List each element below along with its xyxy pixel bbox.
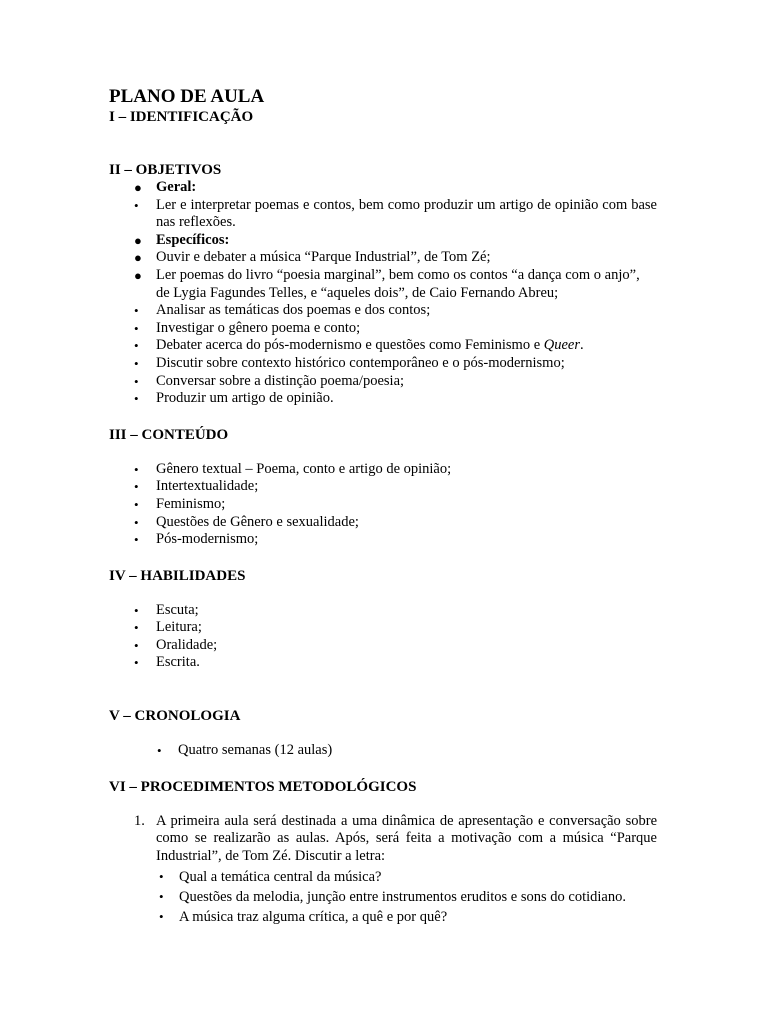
step-sublist (156, 867, 657, 927)
bullet-icon: • (159, 869, 164, 885)
habilidades-list (109, 602, 657, 672)
list-item: • Debater acerca do pós-modernismo e questões como Feminismo e Queer. (134, 337, 584, 354)
section-objetivos-heading: II – OBJETIVOS (109, 162, 222, 178)
bullet-icon: ● (134, 267, 142, 283)
objetivos-list (109, 179, 657, 408)
list-item: • Conversar sobre a distinção poema/poesia; (134, 372, 405, 389)
list-item: ● Ler poemas do livro “poesia marginal”, bem como os contos “a dança com o anjo”, de Lygia Fagundes Telles, e “aqueles dois”, de Caio Fernando Abreu; (134, 266, 640, 301)
list-item: • Questões da melodia, junção entre instrumentos eruditos e sons do cotidiano. (159, 889, 626, 906)
bullet-icon: • (134, 655, 139, 671)
list-item: ● Ouvir e debater a música “Parque Industrial”, de Tom Zé; (134, 249, 491, 266)
list-item: • Ler e interpretar poemas e contos, bem como produzir um artigo de opinião com base nas reflexões. (134, 196, 657, 231)
bullet-icon: • (134, 637, 139, 653)
queer-word: Queer (543, 337, 581, 354)
list-item: • Intertextualidade; (134, 478, 259, 495)
list-item: • A música traz alguma crítica, a quê e por quê? (159, 909, 448, 926)
list-item: • Investigar o gênero poema e conto; (134, 319, 361, 336)
bullet-icon: ● (134, 180, 142, 195)
objetivos-geral-label: ● Geral: (134, 179, 197, 195)
section-procedimentos-heading: VI – PROCEDIMENTOS METODOLÓGICOS (109, 778, 417, 795)
document-body (109, 86, 657, 927)
list-item: • Qual a temática central da música? (159, 869, 382, 886)
bullet-icon: • (134, 303, 139, 319)
list-item: • Questões de Gênero e sexualidade; (134, 513, 359, 530)
bullet-icon: • (134, 514, 139, 530)
bullet-icon: • (134, 532, 139, 548)
conteudo-list (109, 461, 657, 549)
cronologia-list (109, 742, 657, 760)
bullet-icon: • (134, 391, 139, 407)
list-item: • Oralidade; (134, 636, 218, 653)
step-text: A primeira aula será destinada a uma dinâmica de apresentação e conversação sobre como se realizarão as aulas. Após, será feita a motivação com a música “Parque Industrial”, de Tom Zé. Discutir a letra: (156, 812, 657, 864)
bullet-icon: • (134, 479, 139, 495)
objetivos-especificos-label: ● Específicos: (134, 231, 230, 248)
bullet-icon: • (134, 373, 139, 389)
bullet-icon: • (134, 602, 139, 618)
procedimentos-list (109, 813, 657, 928)
bullet-icon: ● (134, 250, 142, 266)
section-cronologia-heading: V – CRONOLOGIA (109, 708, 241, 725)
list-item: • Discutir sobre contexto histórico contemporâneo e o pós-modernismo; (134, 354, 565, 371)
list-item: • Quatro semanas (12 aulas) (157, 742, 333, 759)
list-item (109, 813, 657, 928)
bullet-icon: • (134, 355, 139, 371)
bullet-icon: • (134, 461, 139, 477)
list-item: • Pós-modernismo; (134, 531, 259, 548)
bullet-icon: • (159, 889, 164, 905)
bullet-icon: • (134, 338, 139, 354)
bullet-icon: • (134, 620, 139, 636)
bullet-icon: • (134, 320, 139, 336)
bullet-icon: ● (134, 232, 142, 248)
section-habilidades-heading: IV – HABILIDADES (109, 567, 246, 584)
list-item: • Analisar as temáticas dos poemas e dos contos; (134, 302, 431, 319)
section-identificacao-heading: I – IDENTIFICAÇÃO (109, 109, 254, 125)
list-item: • Feminismo; (134, 495, 226, 512)
list-item: • Leitura; (134, 619, 202, 636)
document-title: PLANO DE AULA (109, 86, 265, 107)
bullet-icon: • (134, 496, 139, 512)
list-item: • Escrita. (134, 654, 200, 671)
step-number: 1. (134, 812, 145, 829)
list-item: • Gênero textual – Poema, conto e artigo de opinião; (134, 460, 452, 477)
list-item: • Escuta; (134, 601, 199, 618)
bullet-icon: • (159, 909, 164, 925)
section-conteudo-heading: III – CONTEÚDO (109, 426, 229, 443)
list-item: • Produzir um artigo de opinião. (134, 390, 334, 407)
bullet-icon: • (134, 197, 139, 213)
bullet-icon: • (157, 743, 162, 759)
